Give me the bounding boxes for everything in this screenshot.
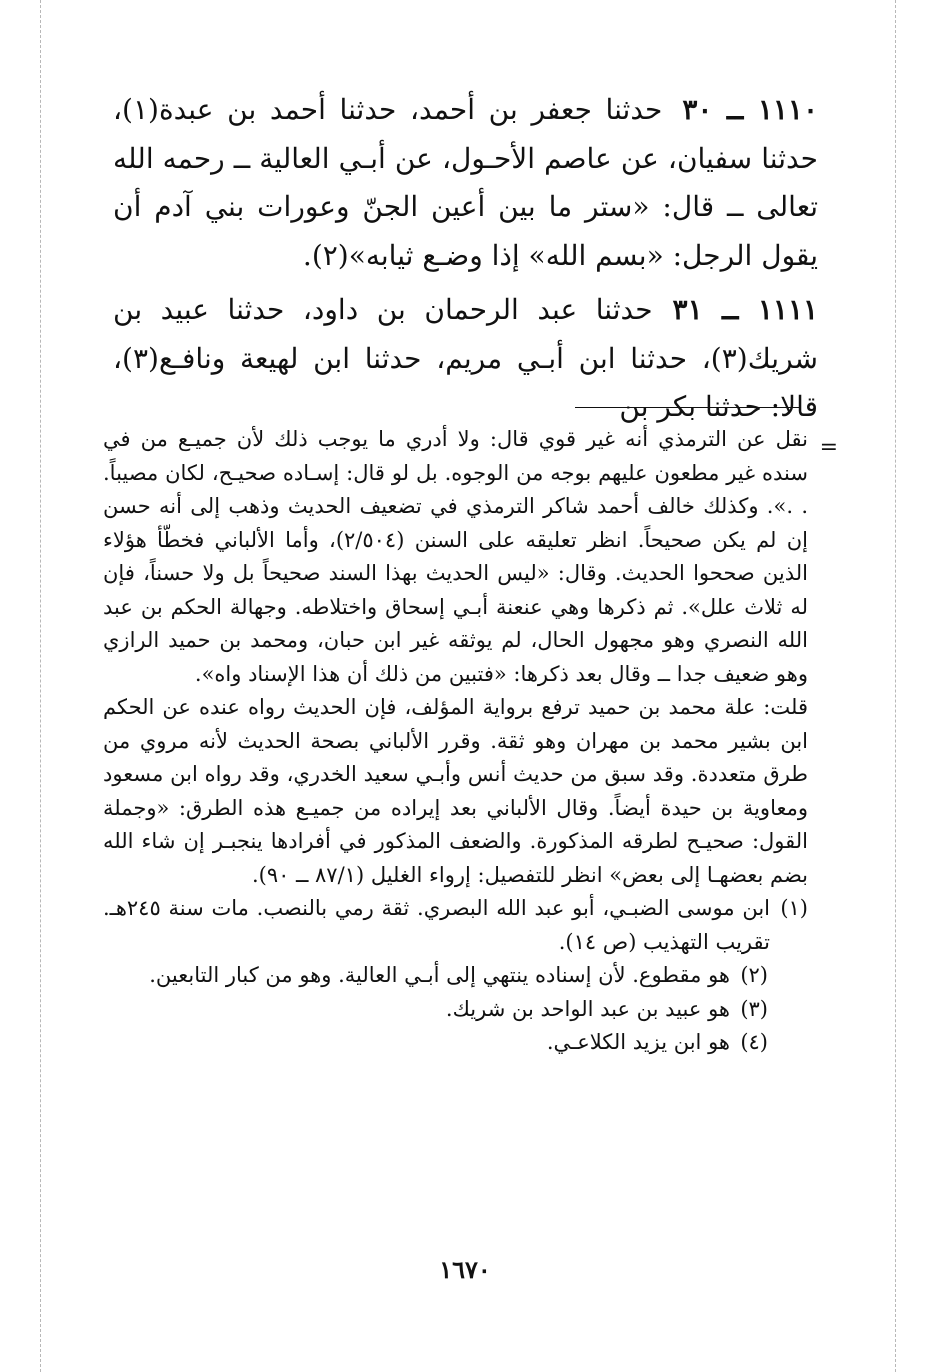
footnote-continuation-paragraph: نقل عن الترمذي أنه غير قوي قال: ولا أدري ما يوجب ذلك لأن جميـع من في سنده غير مطعون عليهم بوجه من الوجوه. بل لو قال: إسـاده صحيـح، لكان مصيباً. . .». وكذلك خالف أحمد شاكر الترمذي في تضعيف الحديث وذهب إلى أنه حسن إن لم يكن صحيحاً. انظر تعليقه على السنن (٢/٥٠٤)، وأما الألباني فخطّأ هؤلاء الذين صححوا الحديث. وقال: «ليس الحديث بهذا السند صحيحاً بل ولا حسناً، فإن له ثلاث علل». ثم ذكرها وهي عنعنة أبـي إسحاق واختلاطه. وجهالة الحكم بن عبد الله النصري وهو مجهول الحال، لم يوثقه غير ابن حبان، ومحمد بن حميد الرازي وهو ضعيف جدا ــ وقال بعد ذكرها: «فتبين من ذلك أن هذا الإسناد واه». bbox=[103, 427, 808, 686]
footnote-separator bbox=[575, 407, 801, 408]
hadith-1110 bbox=[113, 86, 818, 280]
footnote-text: هو ابن يزيد الكلاعـي. bbox=[546, 1030, 730, 1054]
hadith-text: حدثنا جعفر بن أحمد، حدثنا أحمد بن عبدة(١)، حدثنا سفيان، عن عاصم الأحـول، عن أبـي العالية ــ رحمه الله تعالى ــ قال: «ستر ما بين أعين الجنّ وعورات بني آدم أن يقول الرجل: «بسم الله» إذا وضـع ثيابه»(٢). bbox=[113, 93, 818, 272]
footnote-text: هو مقطوع. لأن إسناده ينتهي إلى أبـي العالية. وهو من كبار التابعين. bbox=[149, 963, 730, 987]
footnotes-block bbox=[103, 423, 838, 1060]
footnote-3 bbox=[103, 993, 808, 1027]
page-number: ١٦٧٠ bbox=[439, 1255, 491, 1284]
footnote-number: (٢) bbox=[740, 963, 768, 987]
footnote-1 bbox=[103, 892, 808, 959]
footnote-text: هو عبيد بن عبد الواحد بن شريك. bbox=[445, 996, 730, 1021]
hadith-1111 bbox=[113, 286, 818, 432]
hadith-number: ١١١١ ــ ٣١ bbox=[672, 293, 819, 326]
editor-note-paragraph: قلت: علة محمد بن حميد ترفع برواية المؤلف، فإن الحديث رواه عنده عن الحكم ابن بشير محمد بن مهران وهو ثقة. وقرر الألباني بصحة الحديث لأنه مروي من طرق متعددة. وقد سبق من حديث أنس وأبـي سعيد الخدري، وقد رواه ابن مسعود ومعاوية بن حيدة أيضاً. وقال الألباني بعد إيراده من جميـع هذه الطرق: «وجملة القول: صحيـح لطرقه المذكورة. والضعف المذكور في أفرادها ينجبـر إن شاء الله بضم بعضهـا إلى بعض» انظر للتفصيل: إرواء الغليل (٨٧/١ ــ ٩٠). bbox=[103, 695, 808, 887]
footnote-number: (١) bbox=[780, 896, 808, 920]
hadith-number: ١١١٠ ــ ٣٠ bbox=[682, 93, 818, 126]
hadith-text: حدثنا عبد الرحمان بن داود، حدثنا عبيد بن شريك(٣)، حدثنا ابن أبـي مريم، حدثنا ابن لهيعة ونافـع(٣)، قالا: حدثنا بكر بن bbox=[113, 293, 818, 423]
footnote-number: (٤) bbox=[740, 1030, 768, 1054]
main-text-block bbox=[113, 86, 818, 438]
footnote-text: ابن موسى الضبـي، أبو عبد الله البصري. ثقة رمي بالنصب. مات سنة ٢٤٥هـ. تقريب التهذيب (ص ١٤). bbox=[103, 896, 770, 954]
continuation-mark: = bbox=[819, 435, 838, 460]
footnote-4 bbox=[103, 1026, 808, 1060]
footnote-number: (٣) bbox=[740, 996, 768, 1021]
footnote-2 bbox=[103, 959, 808, 993]
